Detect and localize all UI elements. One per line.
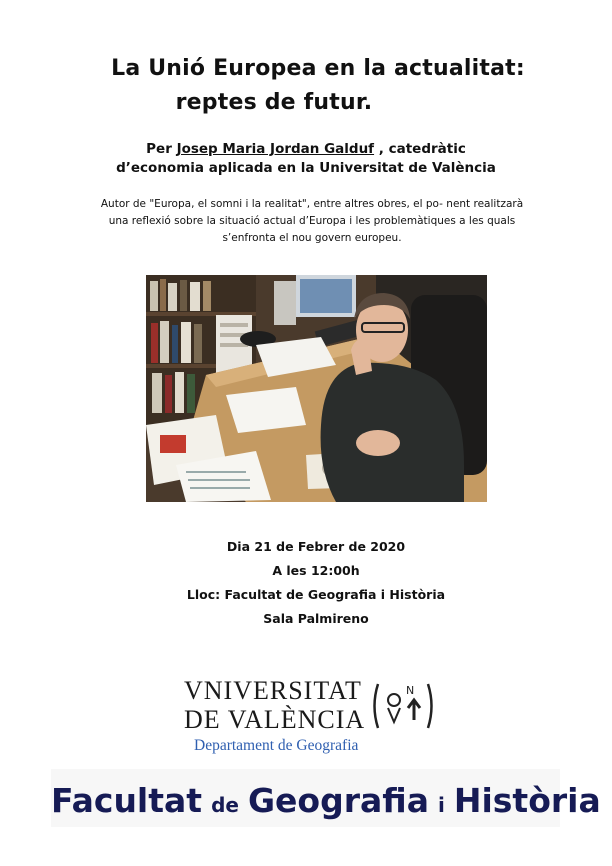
event-time: A les 12:00h bbox=[272, 563, 360, 578]
svg-text:N: N bbox=[406, 684, 415, 697]
university-name-line-2: DE VALÈNCIA bbox=[184, 705, 366, 734]
university-logo bbox=[184, 676, 444, 760]
speaker-name-link[interactable]: Josep Maria Jordan Galduf bbox=[176, 141, 375, 157]
event-details bbox=[0, 535, 612, 631]
speaker-prefix: Per bbox=[146, 141, 172, 157]
department-emblem-icon bbox=[370, 678, 436, 734]
department-name: Departament de Geografia bbox=[194, 737, 359, 754]
faculty-word-2: de bbox=[211, 793, 239, 817]
faculty-name bbox=[51, 769, 601, 827]
faculty-banner bbox=[51, 769, 601, 827]
event-date: Dia 21 de Febrer de 2020 bbox=[226, 539, 406, 554]
talk-abstract: Autor de "Europa, el somni i la realitat", entre altres obres, el po- nent realitzarà una reflexió sobre la situació actual d’Europa i les problemàtiques a les quals s’enfronta el nou govern europeu. bbox=[100, 198, 524, 244]
speaker-line-2: d’economia aplicada en la Universitat de València bbox=[116, 160, 496, 176]
poster-title-line-1: La Unió Europea en la actualitat: bbox=[111, 56, 525, 81]
speaker-line-1 bbox=[0, 140, 612, 159]
faculty-word-1: Facultat bbox=[51, 781, 203, 820]
speaker-byline bbox=[0, 140, 612, 178]
faculty-word-5: Història bbox=[453, 781, 601, 820]
speaker-role: , catedràtic bbox=[378, 141, 466, 157]
university-name-line-1: VNIVERSITAT bbox=[184, 676, 362, 705]
event-room: Sala Palmireno bbox=[263, 611, 369, 626]
event-place: Lloc: Facultat de Geografia i Història bbox=[186, 587, 446, 602]
faculty-word-4: i bbox=[438, 793, 445, 817]
faculty-word-3: Geografia bbox=[247, 781, 429, 820]
speaker-photo bbox=[146, 275, 487, 502]
poster-title-line-2: reptes de futur. bbox=[175, 90, 373, 115]
